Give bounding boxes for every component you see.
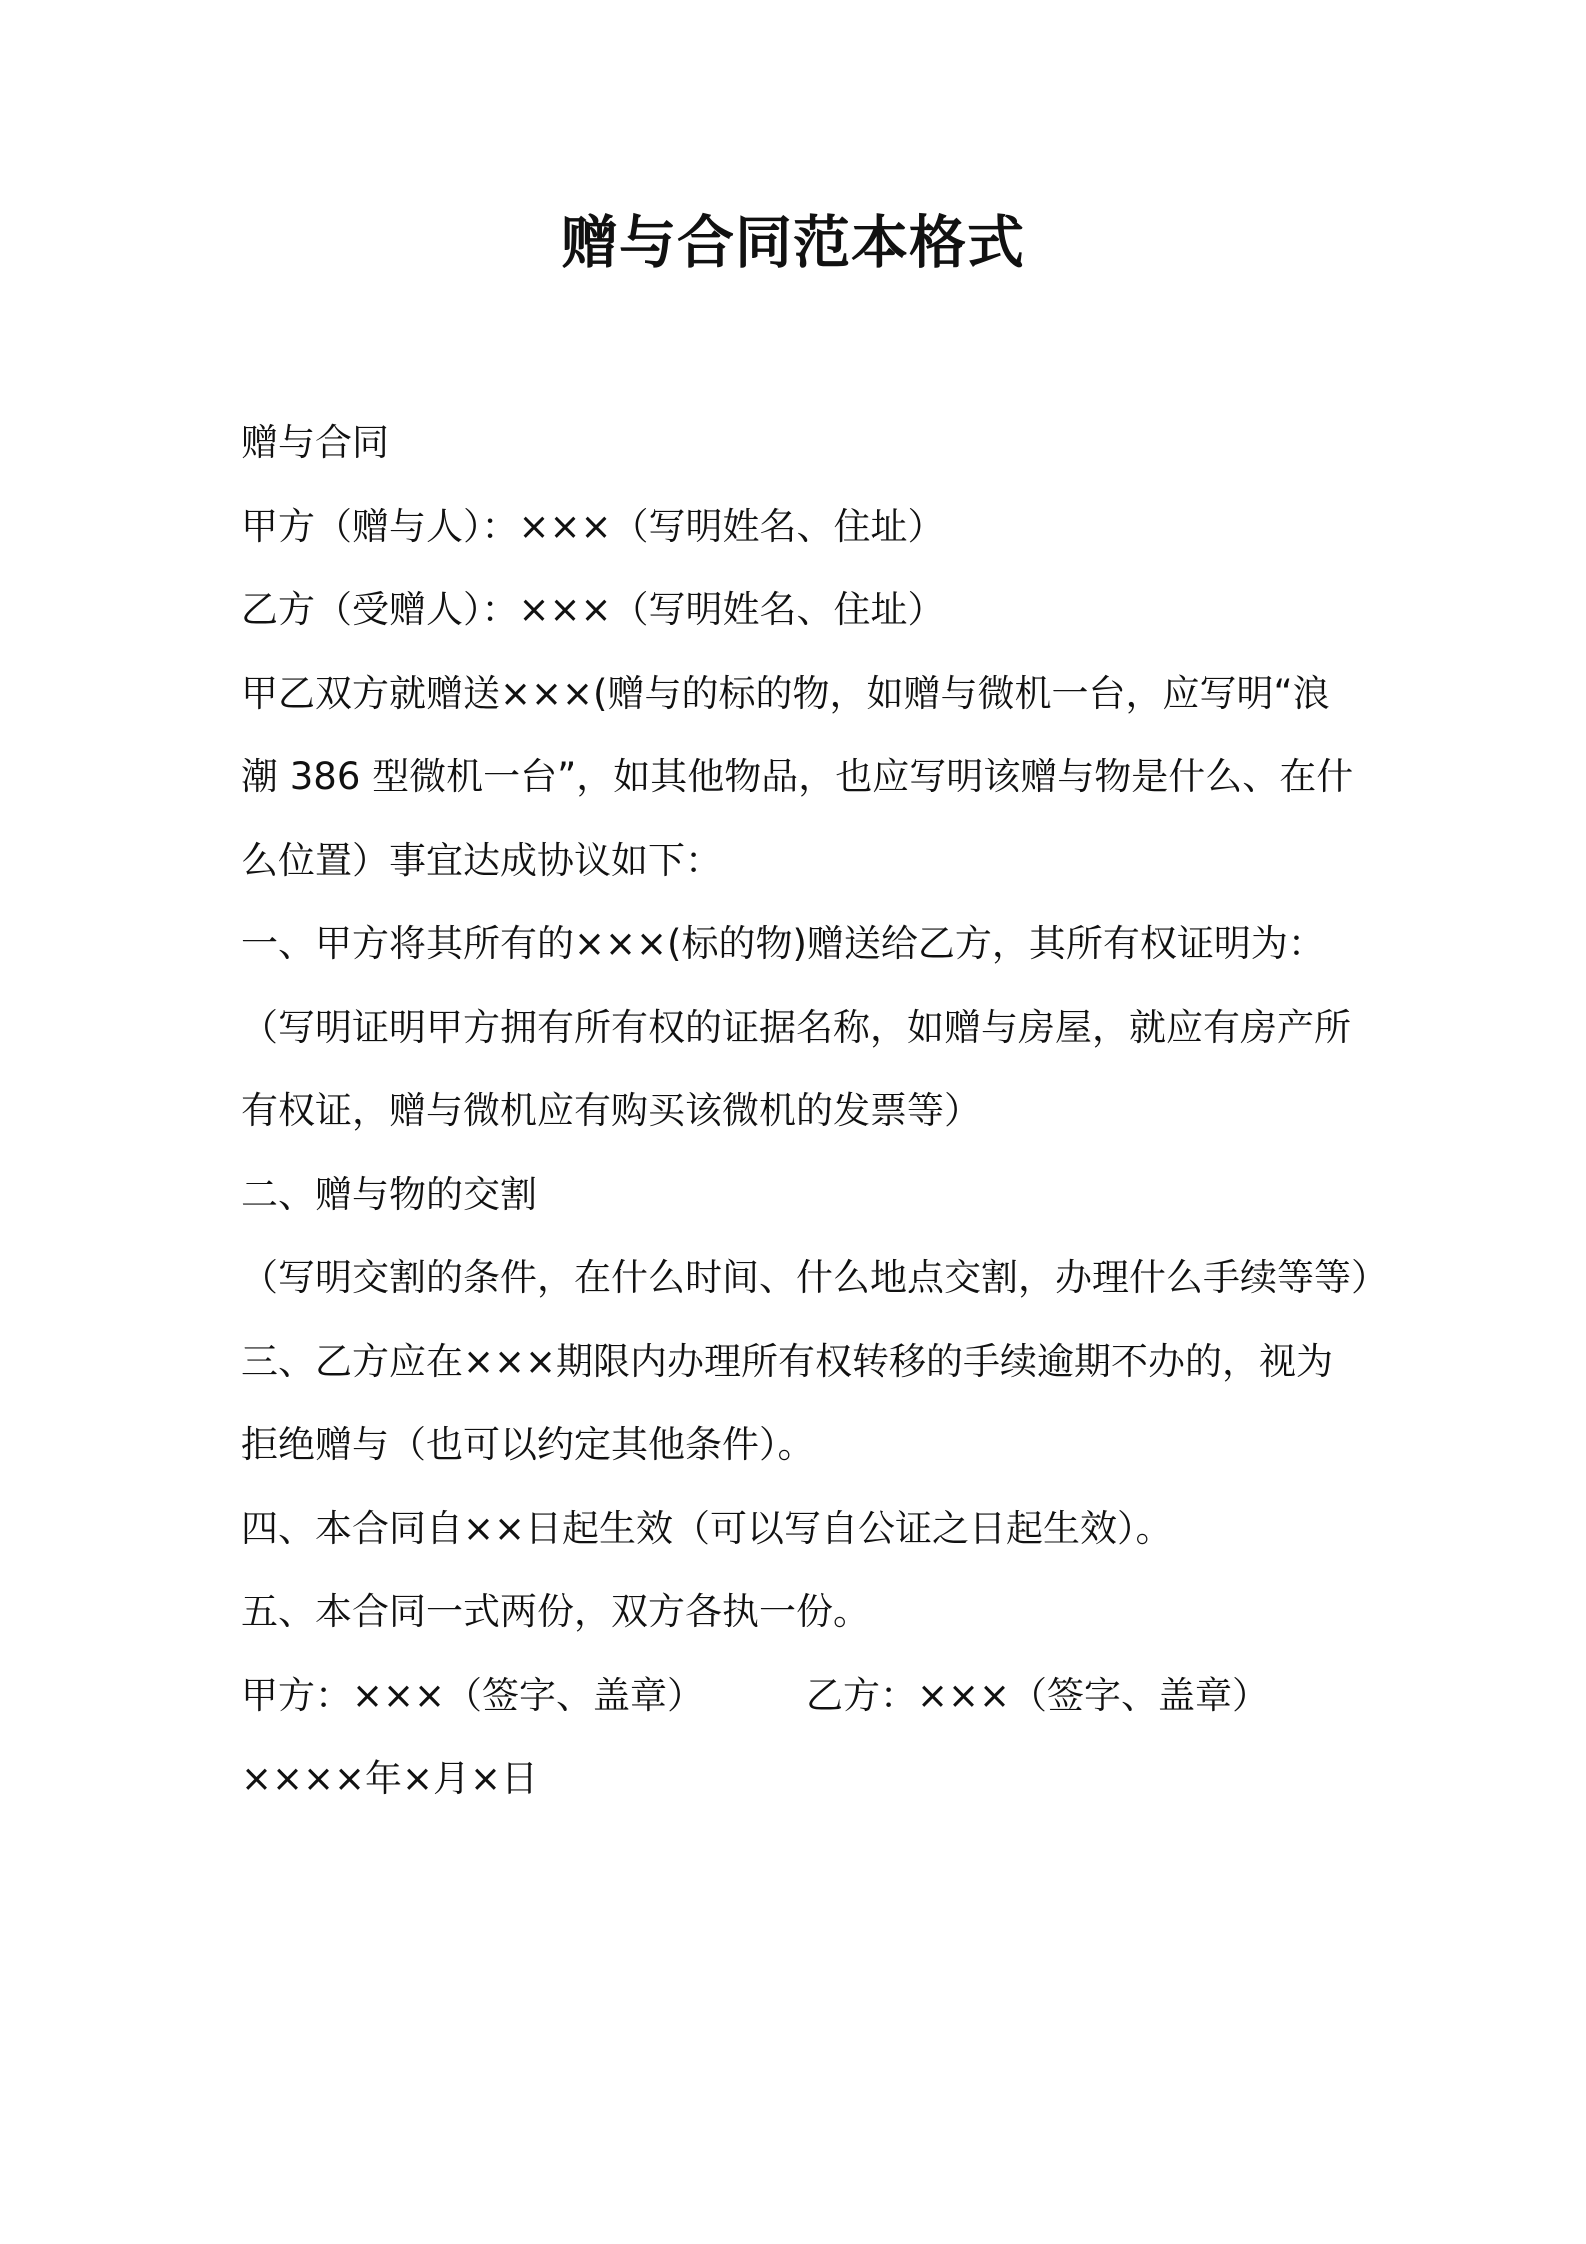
- contract-date: ××××年×月×日: [241, 1757, 539, 1800]
- party-b-line: 乙方（受赠人）：×××（写明姓名、住址）: [241, 588, 945, 631]
- party-a-line: 甲方（赠与人）：×××（写明姓名、住址）: [241, 504, 945, 548]
- agreement-intro-line-1: 甲乙双方就赠送×××(赠与的标的物，如赠与微机一台，应写明“浪: [241, 671, 1330, 715]
- agreement-intro-line-3: 么位置）事宜达成协议如下：: [241, 838, 722, 882]
- clause-one-line-1: 一、甲方将其所有的×××(标的物)赠送给乙方，其所有权证明为：: [241, 922, 1325, 965]
- contract-heading: 赠与合同: [241, 421, 389, 464]
- clause-one-line-3: 有权证，赠与微机应有购买该微机的发票等）: [241, 1089, 981, 1132]
- clause-four: 四、本合同自××日起生效（可以写自公证之日起生效）。: [241, 1506, 1173, 1550]
- document-title: 赠与合同范本格式: [561, 210, 1025, 276]
- clause-three-line-1: 三、乙方应在×××期限内办理所有权转移的手续逾期不办的，视为: [241, 1339, 1334, 1383]
- clause-five: 五、本合同一式两份，双方各执一份。: [241, 1590, 870, 1633]
- signature-row: [241, 1654, 1361, 1738]
- party-b-signature: 乙方：×××（签字、盖章）: [806, 1673, 1270, 1717]
- party-a-signature: 甲方：×××（签字、盖章）: [241, 1673, 705, 1717]
- contract-body: [241, 401, 1388, 1821]
- clause-two-heading: 二、赠与物的交割: [241, 1172, 537, 1216]
- clause-three-line-2: 拒绝赠与（也可以约定其他条件）。: [241, 1423, 815, 1466]
- agreement-intro-line-2: 潮 386 型微机一台”，如其他物品，也应写明该赠与物是什么、在什: [241, 755, 1354, 798]
- clause-one-line-2: （写明证明甲方拥有所有权的证据名称，如赠与房屋，就应有房产所: [241, 1005, 1351, 1049]
- clause-two-detail: （写明交割的条件，在什么时间、什么地点交割，办理什么手续等等）: [241, 1256, 1388, 1299]
